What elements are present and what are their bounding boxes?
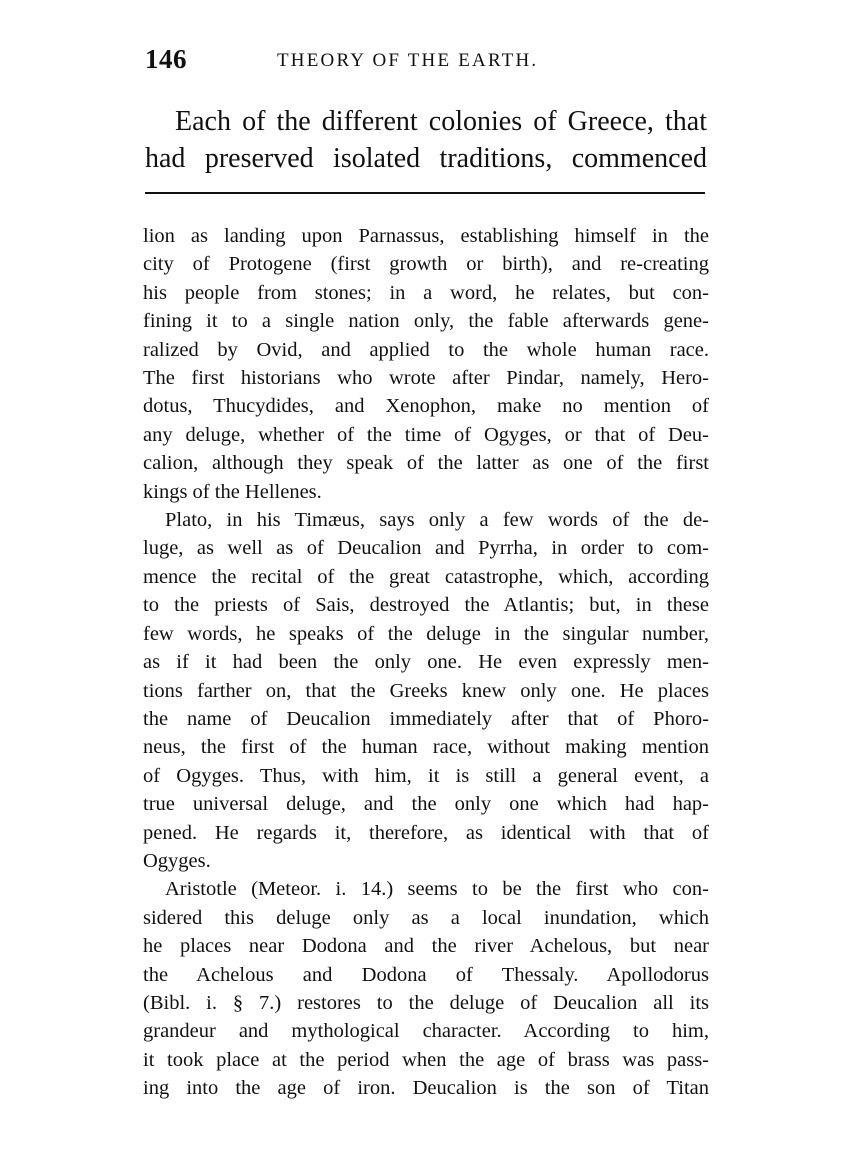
page-number: 146	[145, 44, 187, 74]
footnote	[143, 222, 709, 1103]
main-text-line: had preserved isolated traditions, commenced	[145, 143, 707, 174]
footnote-line: his people from stones; in a word, he relates, but con-	[143, 281, 709, 304]
footnote-line: dotus, Thucydides, and Xenophon, make no mention of	[143, 395, 709, 418]
footnote-paragraph	[143, 875, 709, 1102]
footnote-line: The first historians who wrote after Pindar, namely, Hero-	[143, 367, 709, 390]
footnote-line: of Ogyges. Thus, with him, it is still a general event, a	[143, 764, 709, 787]
footnote-divider	[145, 192, 705, 194]
footnote-line: (Bibl. i. § 7.) restores to the deluge of Deucalion all its	[143, 991, 709, 1014]
footnote-line: grandeur and mythological character. According to him,	[143, 1020, 709, 1043]
footnote-line: to the priests of Sais, destroyed the Atlantis; but, in these	[143, 594, 709, 617]
footnote-line: tions farther on, that the Greeks knew only one. He places	[143, 679, 709, 702]
footnote-line: calion, although they speak of the latter as one of the first	[143, 452, 709, 475]
footnote-line: pened. He regards it, therefore, as identical with that of	[143, 821, 709, 844]
footnote-line: fining it to a single nation only, the fable afterwards gene-	[143, 310, 709, 333]
footnote-line: few words, he speaks of the deluge in the singular number,	[143, 622, 709, 645]
footnote-paragraph	[143, 222, 709, 506]
footnote-line: any deluge, whether of the time of Ogyges, or that of Deu-	[143, 423, 709, 446]
footnote-line: Ogyges.	[143, 849, 211, 872]
footnote-paragraph	[143, 506, 709, 875]
footnote-line: the Achelous and Dodona of Thessaly. Apollodorus	[143, 963, 709, 986]
footnote-line: Plato, in his Timæus, says only a few words of the de-	[165, 509, 709, 532]
footnote-line: city of Protogene (first growth or birth), and re-creating	[143, 253, 709, 276]
main-text-line: Each of the different colonies of Greece, that	[175, 106, 707, 137]
footnote-line: it took place at the period when the age of brass was pass-	[143, 1048, 709, 1071]
footnote-line: the name of Deucalion immediately after that of Phoro-	[143, 707, 709, 730]
footnote-line: as if it had been the only one. He even expressly men-	[143, 651, 709, 674]
footnote-line: ing into the age of iron. Deucalion is the son of Titan	[143, 1077, 709, 1100]
footnote-line: Aristotle (Meteor. i. 14.) seems to be the first who con-	[165, 878, 709, 901]
footnote-line: luge, as well as of Deucalion and Pyrrha, in order to com-	[143, 537, 709, 560]
page-header	[145, 44, 705, 84]
footnote-line: mence the recital of the great catastrophe, which, according	[143, 565, 709, 588]
footnote-line: he places near Dodona and the river Achelous, but near	[143, 935, 709, 958]
footnote-line: true universal deluge, and the only one which had hap-	[143, 793, 709, 816]
footnote-line: lion as landing upon Parnassus, establishing himself in the	[143, 225, 709, 247]
running-title: THEORY OF THE EARTH.	[277, 50, 539, 71]
footnote-line: ralized by Ovid, and applied to the whole human race.	[143, 338, 709, 361]
main-text	[145, 103, 707, 177]
footnote-line: kings of the Hellenes.	[143, 480, 322, 503]
footnote-line: sidered this deluge only as a local inundation, which	[143, 906, 709, 929]
footnote-line: neus, the first of the human race, without making mention	[143, 736, 709, 759]
